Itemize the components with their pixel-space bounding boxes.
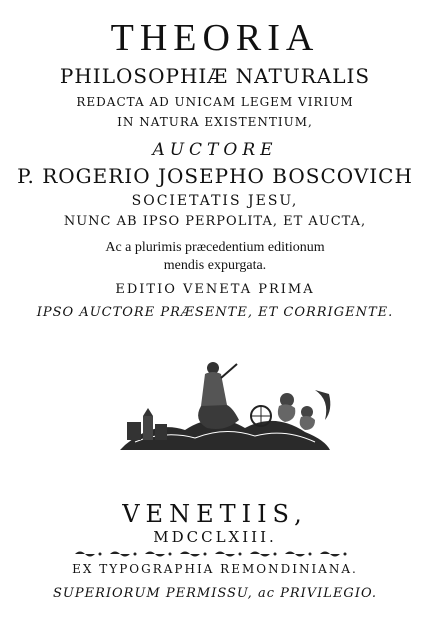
- book-subtitle: PHILOSOPHIÆ NATURALIS: [59, 64, 371, 88]
- revision-line-3: mendis expurgata.: [163, 258, 267, 273]
- subtitle-line-2: REDACTA AD UNICAM LEGEM VIRIUM: [76, 95, 354, 109]
- allegorical-vignette-icon: [115, 350, 335, 460]
- revision-line-2: Ac a plurimis præcedentium editionum: [105, 240, 325, 255]
- imprint-year: MDCCLXIII.: [153, 528, 277, 546]
- imprint-place: VENETIIS,: [122, 500, 308, 528]
- edition-note: IPSO AUCTORE PRÆSENTE, ET CORRIGENTE.: [36, 305, 394, 320]
- book-title: THEORIA: [110, 17, 320, 59]
- revision-line: NUNC AB IPSO PERPOLITA, ET AUCTA,: [63, 214, 367, 229]
- permission-line: SUPERIORUM PERMISSU, ac PRIVILEGIO.: [53, 586, 377, 601]
- society-line: SOCIETATIS JESU,: [131, 193, 299, 209]
- subtitle-line-3: IN NATURA EXISTENTIUM,: [117, 115, 313, 129]
- printer-line: EX TYPOGRAPHIA REMONDINIANA.: [72, 562, 358, 576]
- ornament-rule-icon: [70, 549, 360, 559]
- author-name: P. ROGERIO JOSEPHO BOSCOVICH: [17, 164, 413, 188]
- edition-line: EDITIO VENETA PRIMA: [115, 282, 315, 297]
- auctore-label: AUCTORE: [152, 140, 278, 160]
